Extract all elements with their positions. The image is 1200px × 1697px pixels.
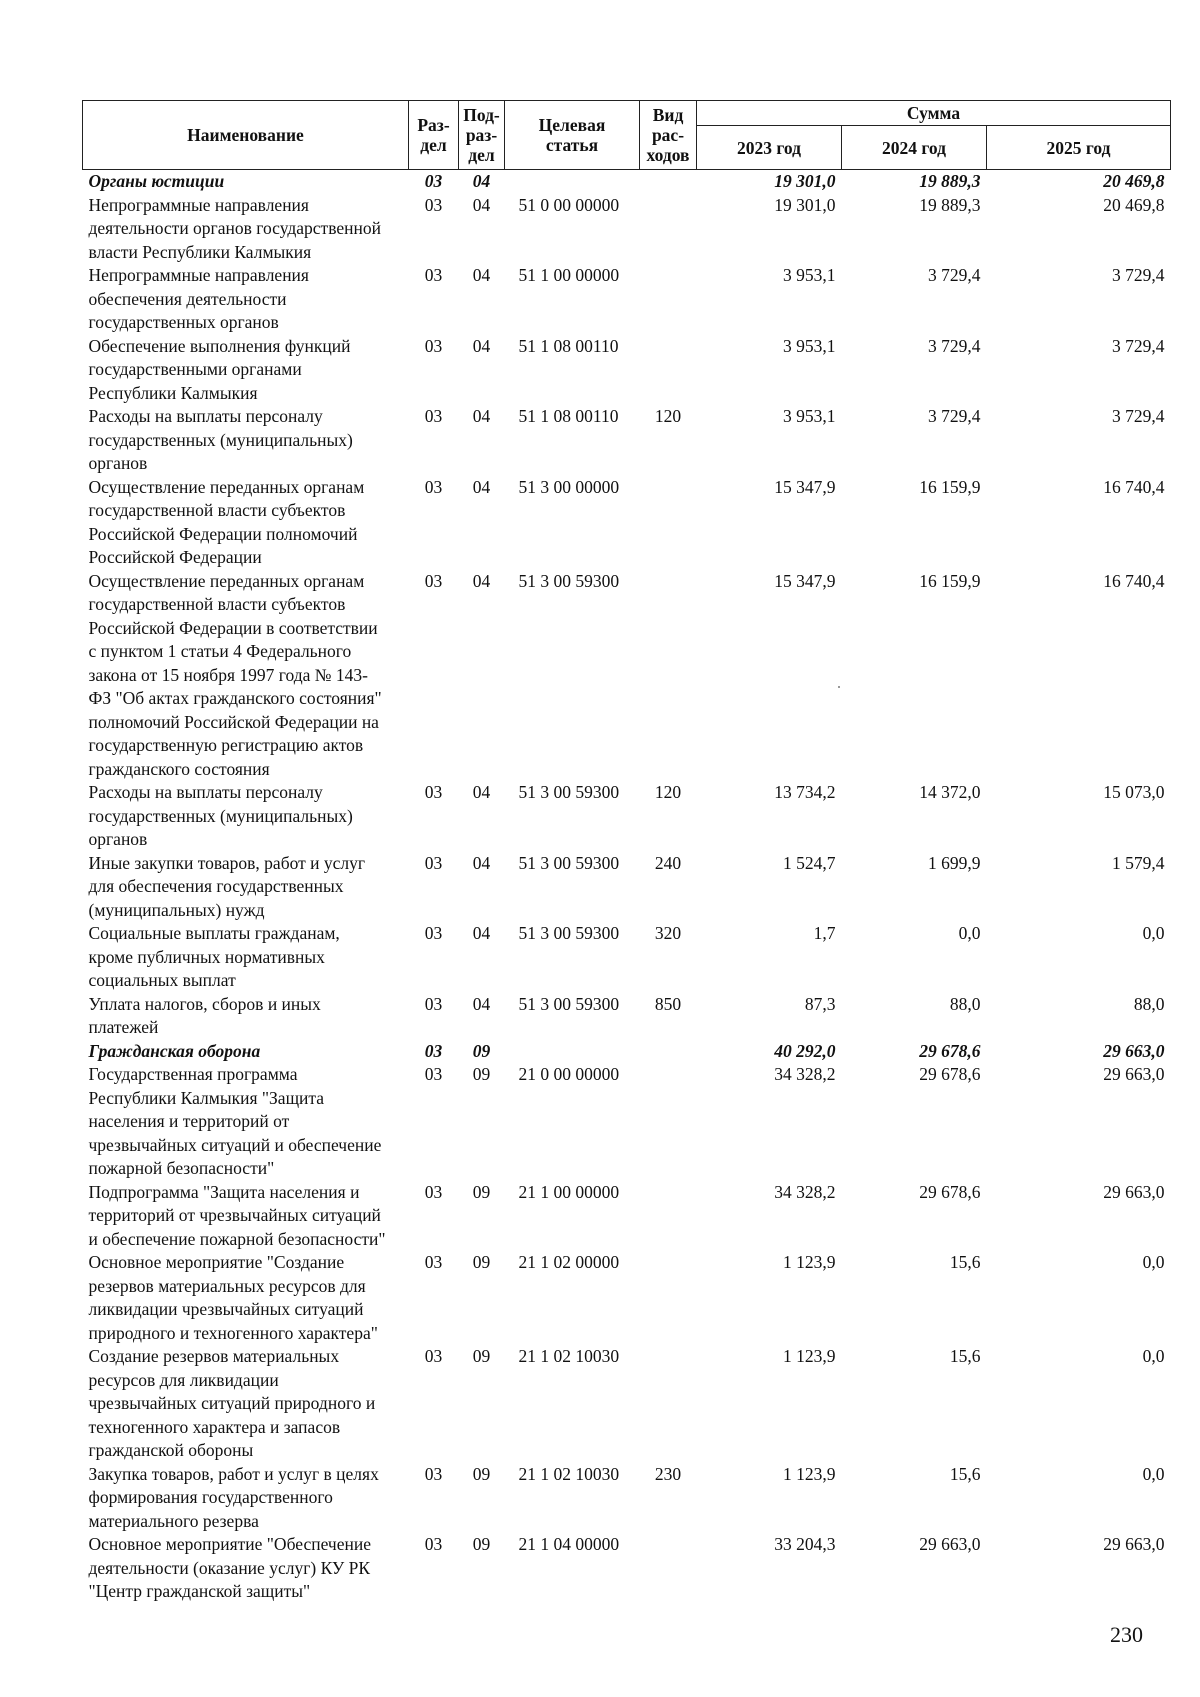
- row-vid: [640, 1040, 697, 1064]
- row-vid: 850: [654, 993, 682, 1014]
- row-sum-2024: 15,6: [949, 1463, 981, 1484]
- row-sum-2024: 19 889,3: [919, 194, 981, 215]
- row-sum-2025: 3 729,4: [1112, 265, 1165, 285]
- row-name-line: Осуществление переданных органам: [88, 476, 365, 497]
- row-name-line: территорий от чрезвычайных ситуаций: [88, 1205, 381, 1225]
- row-sum-2025: 0,0: [1142, 1463, 1165, 1484]
- row-sum-2023: 19 301,0: [774, 194, 836, 215]
- row-razdel: 03: [424, 782, 443, 802]
- row-target: 51 1 08 00110: [518, 335, 619, 356]
- section-row: [83, 170, 1171, 194]
- row-razdel: 03: [424, 852, 443, 873]
- row-sum-2025: 88,0: [1133, 993, 1165, 1014]
- col-vid-header: [640, 101, 697, 170]
- row-name-line: полномочий Российской Федерации на: [88, 711, 379, 732]
- row-sum-2023: 34 328,2: [774, 1181, 836, 1202]
- row-vid: [640, 1181, 697, 1252]
- row-sum-2023: 15 347,9: [774, 476, 836, 497]
- row-sum-2023: 3 953,1: [783, 335, 836, 356]
- row-target: 51 3 00 59300: [518, 782, 620, 802]
- row-podrazdel: 04: [472, 335, 491, 356]
- row-name-line: природного и техногенного характера": [88, 1322, 378, 1343]
- row-name-line: платежей: [88, 1017, 159, 1037]
- row-sum-2025: 3 729,4: [1112, 335, 1165, 356]
- row-sum-2023: 19 301,0: [774, 171, 836, 191]
- row-name-line: государственной власти субъектов: [88, 594, 346, 614]
- row-sum-2025: 16 740,4: [1103, 570, 1165, 591]
- row-target: 21 0 00 00000: [518, 1064, 620, 1084]
- row-name-line: Российской Федерации: [88, 547, 262, 567]
- row-name: [83, 852, 409, 923]
- row-target: 51 3 00 59300: [518, 570, 620, 591]
- row-name-line: органов: [88, 829, 148, 849]
- row-name-line: чрезвычайных ситуаций природного и: [88, 1393, 376, 1413]
- row-name: [83, 1463, 409, 1534]
- row-name-line: Республики Калмыкия: [88, 382, 258, 403]
- row-razdel: 03: [424, 1463, 443, 1484]
- row-target: 51 3 00 00000: [518, 476, 620, 497]
- row-sum-2023: 1 123,9: [783, 1346, 836, 1366]
- col-podrazdel-header: [459, 101, 505, 170]
- col-target-header: [505, 101, 640, 170]
- row-razdel: 03: [424, 265, 443, 285]
- row-name: [83, 1063, 409, 1181]
- row-name-line: Уплата налогов, сборов и иных: [88, 993, 321, 1014]
- razdel-line-1: Раз-: [417, 115, 450, 135]
- row-name-line: для обеспечения государственных: [88, 876, 344, 896]
- row-vid: 120: [654, 782, 682, 802]
- row-podrazdel: 04: [472, 923, 491, 943]
- row-target: 51 3 00 59300: [518, 923, 620, 943]
- row-name-line: Российской Федерации в соответствии: [88, 617, 378, 638]
- row-razdel: 03: [424, 1252, 443, 1272]
- row-name-line: Основное мероприятие "Обеспечение: [88, 1534, 371, 1554]
- row-name-line: Расходы на выплаты персоналу: [88, 782, 323, 802]
- row-name-line: Создание резервов материальных: [88, 1346, 340, 1366]
- row-razdel: 03: [424, 923, 443, 943]
- row-sum-2025: 15 073,0: [1103, 782, 1165, 802]
- row-vid: [640, 1345, 697, 1463]
- row-name-line: государственных (муниципальных): [88, 429, 353, 450]
- vid-line-3: ходов: [646, 145, 690, 165]
- row-sum-2025: 0,0: [1142, 1346, 1165, 1366]
- row-name-line: обеспечения деятельности: [88, 288, 287, 309]
- row-name-line: техногенного характера и запасов: [88, 1416, 341, 1437]
- row-name-line: Российской Федерации полномочий: [88, 523, 358, 544]
- row-target: 51 1 08 00110: [518, 406, 619, 426]
- row-sum-2025: 20 469,8: [1103, 194, 1165, 215]
- podrazdel-line-1: Под-: [463, 105, 500, 125]
- row-name: [83, 570, 409, 782]
- row-name-line: государственными органами: [88, 359, 302, 379]
- row-razdel: 03: [424, 171, 443, 191]
- row-sum-2024: 14 372,0: [919, 782, 981, 802]
- row-name: [83, 1181, 409, 1252]
- row-name-line: населения и территорий от: [88, 1111, 290, 1131]
- row-name: [83, 922, 409, 993]
- row-name: [83, 993, 409, 1040]
- vid-line-2: рас-: [651, 125, 685, 145]
- row-sum-2024: 1 699,9: [928, 852, 981, 873]
- table-row: [83, 570, 1171, 782]
- col-2023-header: 2023 год: [697, 126, 842, 170]
- row-name-line: Государственная программа: [88, 1064, 298, 1084]
- row-podrazdel: 09: [472, 1463, 491, 1484]
- row-sum-2023: 34 328,2: [774, 1064, 836, 1084]
- row-target: 21 1 00 00000: [518, 1181, 620, 1202]
- row-vid: 230: [654, 1463, 682, 1484]
- row-name-line: Гражданская оборона: [88, 1040, 261, 1061]
- row-name: [83, 1040, 409, 1064]
- row-sum-2025: 29 663,0: [1103, 1181, 1165, 1202]
- row-sum-2025: 3 729,4: [1112, 406, 1165, 426]
- row-podrazdel: 09: [472, 1040, 491, 1061]
- row-razdel: 03: [424, 993, 443, 1014]
- row-razdel: 03: [424, 570, 443, 591]
- row-vid: 320: [654, 923, 682, 943]
- row-name-line: деятельности (оказание услуг) КУ РК: [88, 1557, 371, 1578]
- row-name: [83, 405, 409, 476]
- scan-speck: [838, 686, 840, 688]
- row-podrazdel: 04: [472, 476, 491, 497]
- row-name-line: и обеспечение пожарной безопасности": [88, 1228, 386, 1249]
- row-sum-2024: 0,0: [958, 923, 981, 943]
- row-name-line: Обеспечение выполнения функций: [88, 335, 351, 356]
- row-name-line: государственную регистрацию актов: [88, 735, 364, 755]
- row-name: [83, 476, 409, 570]
- row-name: [83, 1251, 409, 1345]
- row-sum-2024: 3 729,4: [928, 406, 981, 426]
- row-razdel: 03: [424, 406, 443, 426]
- row-podrazdel: 04: [472, 993, 491, 1014]
- row-name-line: гражданского состояния: [88, 758, 270, 779]
- row-razdel: 03: [424, 1346, 443, 1366]
- row-vid: [640, 170, 697, 194]
- target-line-1: Целевая: [538, 115, 606, 135]
- row-podrazdel: 04: [472, 194, 491, 215]
- table-row: [83, 1345, 1171, 1463]
- row-name-line: формирования государственного: [88, 1487, 333, 1507]
- table-body: [83, 170, 1171, 1604]
- row-vid: 120: [654, 406, 682, 426]
- row-vid: [640, 1063, 697, 1181]
- row-name: [83, 335, 409, 406]
- table-row: [83, 194, 1171, 265]
- row-sum-2024: 3 729,4: [928, 265, 981, 285]
- row-target: 21 1 02 10030: [518, 1346, 620, 1366]
- row-name-line: ликвидации чрезвычайных ситуаций: [88, 1299, 364, 1319]
- row-vid: [640, 335, 697, 406]
- row-razdel: 03: [424, 1534, 443, 1554]
- row-vid: [640, 1251, 697, 1345]
- row-target: 21 1 04 00000: [518, 1534, 620, 1554]
- row-sum-2024: 16 159,9: [919, 476, 981, 497]
- table-row: [83, 405, 1171, 476]
- row-name-line: Осуществление переданных органам: [88, 570, 365, 591]
- col-name-header: Наименование: [83, 101, 409, 170]
- row-podrazdel: 09: [472, 1346, 491, 1366]
- row-sum-2024: 15,6: [949, 1346, 981, 1366]
- row-name: [83, 170, 409, 194]
- row-target: 51 0 00 00000: [518, 194, 620, 215]
- table-row: [83, 922, 1171, 993]
- table-row: [83, 1181, 1171, 1252]
- row-sum-2024: 29 678,6: [919, 1181, 981, 1202]
- row-podrazdel: 09: [472, 1252, 491, 1272]
- row-sum-2024: 29 678,6: [919, 1064, 981, 1084]
- row-name-line: Социальные выплаты гражданам,: [88, 923, 340, 943]
- row-target: [505, 170, 640, 194]
- row-vid: [640, 1533, 697, 1604]
- row-target: 51 3 00 59300: [518, 852, 620, 873]
- row-sum-2025: 29 663,0: [1103, 1534, 1165, 1554]
- budget-table: [82, 100, 1171, 1604]
- row-sum-2024: 15,6: [949, 1252, 981, 1272]
- table-header: [83, 101, 1171, 170]
- row-sum-2024: 88,0: [949, 993, 981, 1014]
- row-sum-2025: 16 740,4: [1103, 476, 1165, 497]
- row-sum-2025: 0,0: [1142, 923, 1165, 943]
- row-name-line: Иные закупки товаров, работ и услуг: [88, 852, 366, 873]
- row-vid: 240: [654, 852, 682, 873]
- section-row: [83, 1040, 1171, 1064]
- row-target: 21 1 02 10030: [518, 1463, 620, 1484]
- podrazdel-line-2: раз-: [465, 125, 498, 145]
- row-name-line: гражданской обороны: [88, 1440, 254, 1460]
- row-sum-2024: 3 729,4: [928, 335, 981, 356]
- row-target: 51 3 00 59300: [518, 993, 620, 1014]
- row-podrazdel: 04: [472, 171, 491, 191]
- row-vid: [640, 194, 697, 265]
- col-2024-header: 2024 год: [842, 126, 987, 170]
- table-row: [83, 335, 1171, 406]
- row-name-line: ресурсов для ликвидации: [88, 1369, 279, 1390]
- row-name-line: резервов материальных ресурсов для: [88, 1275, 366, 1296]
- row-target: 21 1 02 00000: [518, 1252, 620, 1272]
- row-sum-2025: 20 469,8: [1103, 171, 1165, 191]
- row-sum-2025: 29 663,0: [1103, 1040, 1165, 1061]
- row-name: [83, 1345, 409, 1463]
- row-sum-2023: 33 204,3: [774, 1534, 836, 1554]
- row-name-line: пожарной безопасности": [88, 1158, 275, 1178]
- row-podrazdel: 04: [472, 782, 491, 802]
- row-name-line: Непрограммные направления: [88, 265, 309, 285]
- row-sum-2023: 15 347,9: [774, 570, 836, 591]
- row-name-line: Закупка товаров, работ и услуг в целях: [88, 1463, 379, 1484]
- row-name: [83, 194, 409, 265]
- row-name: [83, 264, 409, 335]
- table-row: [83, 1463, 1171, 1534]
- row-name-line: государственных (муниципальных): [88, 805, 353, 826]
- row-podrazdel: 04: [472, 570, 491, 591]
- row-vid: [640, 570, 697, 782]
- row-sum-2024: 29 678,6: [919, 1040, 981, 1061]
- row-name-line: Органы юстиции: [88, 171, 225, 191]
- row-podrazdel: 04: [472, 406, 491, 426]
- table-row: [83, 264, 1171, 335]
- row-name-line: с пунктом 1 статьи 4 Федерального: [88, 641, 352, 661]
- row-target: 51 1 00 00000: [518, 265, 620, 285]
- row-sum-2023: 1 524,7: [783, 852, 836, 873]
- col-2025-header: 2025 год: [987, 126, 1171, 170]
- row-sum-2023: 40 292,0: [774, 1040, 836, 1061]
- row-name-line: деятельности органов государственной: [88, 218, 381, 238]
- row-target: [505, 1040, 640, 1064]
- page-number: 230: [1110, 1622, 1143, 1647]
- row-sum-2025: 1 579,4: [1112, 852, 1165, 873]
- row-name-line: "Центр гражданской защиты": [88, 1581, 311, 1601]
- row-razdel: 03: [424, 194, 443, 215]
- table-row: [83, 993, 1171, 1040]
- row-razdel: 03: [424, 1181, 443, 1202]
- row-name-line: Подпрограмма "Защита населения и: [88, 1181, 360, 1202]
- table-row: [83, 1063, 1171, 1181]
- row-podrazdel: 04: [472, 852, 491, 873]
- row-name: [83, 1533, 409, 1604]
- row-name-line: государственной власти субъектов: [88, 500, 346, 520]
- row-name: [83, 781, 409, 852]
- row-name-line: (муниципальных) нужд: [88, 899, 265, 920]
- row-sum-2023: 1 123,9: [783, 1252, 836, 1272]
- row-sum-2025: 0,0: [1142, 1252, 1165, 1272]
- row-sum-2023: 3 953,1: [783, 265, 836, 285]
- col-razdel-header: [409, 101, 459, 170]
- target-line-2: статья: [545, 135, 599, 155]
- table-row: [83, 852, 1171, 923]
- vid-line-1: Вид: [652, 105, 684, 125]
- row-name-line: материального резерва: [88, 1510, 259, 1531]
- row-name-line: органов: [88, 453, 148, 473]
- row-name-line: Основное мероприятие "Создание: [88, 1252, 345, 1272]
- podrazdel-line-3: дел: [468, 145, 495, 165]
- row-razdel: 03: [424, 1064, 443, 1084]
- table-row: [83, 1533, 1171, 1604]
- row-razdel: 03: [424, 335, 443, 356]
- row-name-line: социальных выплат: [88, 970, 236, 990]
- table-row: [83, 781, 1171, 852]
- col-summa-header: Сумма: [697, 101, 1171, 126]
- row-name-line: кроме публичных нормативных: [88, 946, 325, 967]
- row-razdel: 03: [424, 1040, 443, 1061]
- row-sum-2024: 19 889,3: [919, 171, 981, 191]
- row-name-line: власти Республики Калмыкия: [88, 241, 312, 262]
- row-sum-2023: 3 953,1: [783, 406, 836, 426]
- row-sum-2024: 29 663,0: [919, 1534, 981, 1554]
- row-podrazdel: 09: [472, 1534, 491, 1554]
- row-name-line: Республики Калмыкия "Защита: [88, 1087, 325, 1108]
- row-name-line: закона от 15 ноября 1997 года № 143-: [88, 664, 368, 685]
- row-vid: [640, 476, 697, 570]
- row-sum-2023: 1,7: [813, 923, 836, 943]
- row-name-line: чрезвычайных ситуаций и обеспечение: [88, 1134, 382, 1155]
- budget-sheet: [82, 100, 1170, 1604]
- table-row: [83, 1251, 1171, 1345]
- row-podrazdel: 09: [472, 1181, 491, 1202]
- row-name-line: государственных органов: [88, 312, 279, 332]
- razdel-line-2: дел: [420, 135, 447, 155]
- row-podrazdel: 09: [472, 1064, 491, 1084]
- row-name-line: Расходы на выплаты персоналу: [88, 406, 323, 426]
- row-podrazdel: 04: [472, 265, 491, 285]
- row-sum-2023: 13 734,2: [774, 782, 836, 802]
- row-vid: [640, 264, 697, 335]
- row-sum-2023: 87,3: [804, 993, 836, 1014]
- row-name-line: Непрограммные направления: [88, 194, 309, 215]
- row-name-line: ФЗ "Об актах гражданского состояния": [88, 688, 382, 708]
- table-row: [83, 476, 1171, 570]
- row-sum-2023: 1 123,9: [783, 1463, 836, 1484]
- row-razdel: 03: [424, 476, 443, 497]
- row-sum-2024: 16 159,9: [919, 570, 981, 591]
- row-sum-2025: 29 663,0: [1103, 1064, 1165, 1084]
